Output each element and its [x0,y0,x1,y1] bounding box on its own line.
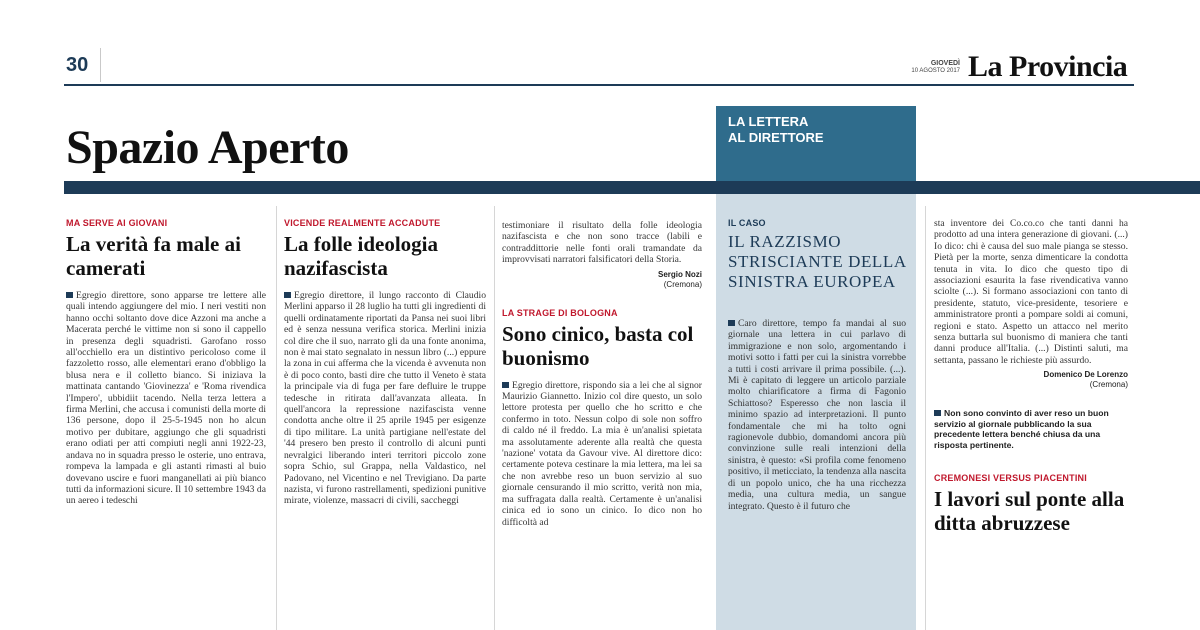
signature-name: Domenico De Lorenzo [1043,370,1128,380]
masthead-date [880,60,960,75]
signature [934,370,1128,390]
article-col1 [66,218,266,630]
headline: I lavori sul ponte alla ditta abruzzese [934,486,1125,535]
square-bullet-icon [502,382,509,388]
letter-box-title-line1: LA LETTERA [728,114,809,129]
page-number: 30 [66,54,89,76]
square-bullet-icon [284,292,291,298]
article-body [66,290,266,507]
section-title: Spazio Aperto [66,121,349,174]
header-rule [64,84,1134,86]
column-rule [494,206,495,630]
signature-city: (Cremona) [663,279,702,289]
article-col3 [502,220,702,630]
article-col5 [934,218,1128,630]
editor-reply [934,408,1128,450]
square-bullet-icon [728,320,735,326]
kicker: CREMONESI VERSUS PIACENTINI [934,472,1087,483]
column-rule [276,206,277,630]
headline: La folle ideologia nazifascista [284,232,438,280]
editor-reply-text: Non sono convinto di aver reso un buon servizio al giornale pubblicando la sua precedente lettera benché chiusa da una risposta pertinente. [934,408,1109,451]
article-text: Egregio direttore, sono apparse tre lettere alle quali intendo aggiungere del mio. I neri vestiti non hanno occhi soltanto dove dice Azzoni ma anche a Macerata perché le vittime non si sono il cappello in presenza degli squadristi. Garofano rosso all'occhiello era un distintivo pericoloso come il fazzoletto rosso, alle elementari erano d'obbligo la blusa nera e il colletto bianco. Si iniziava la mattinata cantando 'Giovinezza' e 'Roma rivendica l'Impero', ubbidiit tacendo. Nella terza lettera a firma Merlini, che accusa i comunisti della morte di 136 persone, dopo il 25-5-1945 non ho alcun motivo per dubitare, aggiungo che gli squadristi erano odiati per atti compiuti negli anni 1922-23, andava no in squadra presso le osterie, uno entrava, rompeva la lampada e gli astanti rimasti al buio dovevano uscire e fuori manganellati ai più bianco tutti da informazioni sicure. Il 10 settembre 1943 da un aereo i tedeschi [66,290,266,507]
header-divider [100,48,101,82]
article-text: Egregio direttore, rispondo sia a lei che al signor Maurizio Giannetto. Inizio col dire questo, un solo lettore protesta per quello che ho scritto e che confermo in toto. Nessun colpo di sole non soffro di caldo né il freddo. La mia è un'analisi spietata ma assolutamente aderente alla realtà che questa 'nazione' votata da Gavour vive. Al direttore dico: certamente poteva cestinare la mia lettera, ma lei sa che non avrebbe reso un buon servizio al suo giornale censurando il mio scritto, verità non mia, ma suffragata dalla realtà. Certamente è un'analisi cinica ed io sono un cinico. Io dico non ho difficoltà ad [502,379,702,528]
article-body [284,290,486,507]
letter-box-title [728,114,908,146]
headline: La verità fa male ai camerati [66,232,241,280]
headline: Sono cinico, basta col buonismo [502,321,694,370]
kicker: IL CASO [728,218,766,228]
article-text: Egregio direttore, il lungo racconto di Claudio Merlini apparso il 28 luglio ha tutti gli ingredienti di quelli ordinatamente riportati da Pansa nei suoi libri ed è senza nessuna verifica storica. Merlini inizia col dire che il suo, narrato gli da una fonte anonima, non è mai stato segnalato in nessun libro (...) eppure la zona in cui afferma che la vicenda è avvenuta non è di poco conto, basti dire che tutto il Veneto è stata la principale via di fuga per fare defluire le truppe tedesche in ritirata dall'avanzata alleata. In quell'ancora la repressione nazifascista venne condotta anche oltre il 25 aprile 1945 per esigenze di tipo militare. La unità partigiane nell'estate del '44 presero ben presto il controllo di alcuni punti nevralgici liberando interi territori piccolo zone sopra Schio, sul Grappa, nella Valdastico, nel Padovano, nel Vicentino e nel Trevigiano. Da parte nazista, vi furono rastrellamenti, spedizioni punitive mirate, violenze, massacri di civili, saccheggi [284,290,486,507]
signature-name: Sergio Nozi [657,269,702,279]
letter-box-title-line2: AL DIRETTORE [728,130,824,145]
newspaper-masthead: La Provincia [968,50,1128,83]
masthead-date-text: 10 AGOSTO 2017 [911,68,960,74]
square-bullet-icon [934,410,941,416]
article-col2 [284,218,486,630]
kicker: LA STRAGE DI BOLOGNA [502,307,618,318]
signature [502,270,702,290]
article-body [502,380,702,528]
kicker: VICENDE REALMENTE ACCADUTE [284,218,441,228]
article-body [728,318,906,512]
sidebar-headline: IL RAZZISMO STRISCIANTE DELLA SINISTRA EUROPEA [728,232,906,291]
continued-text: testimoniare il risultato della folle ideologia nazifascista e che non sono tracce (labili e contraddittorie nelle fonti orali tramandate da improvvisati narratori falsificatori della Storia. [502,220,702,266]
kicker: MA SERVE AI GIOVANI [66,218,168,228]
column-rule [925,206,926,630]
section-bar [64,181,1200,194]
signature-city: (Cremona) [1089,380,1128,390]
continued-text: sta inventore dei Co.co.co che tanti danni ha prodotto ad una intera generazione di giovani. (...) Io dico: chi è causa del suo male pianga se stesso. Pietà per la morte, senza dimenticare la condotta tenuta in vita. Io dico che questo tipo di associazioni esaurita la fase rivendicativa vanno sciolte (...). Si formano associazioni con tanto di presidente, statuto, vice-presidente, tesoriere e amministratore pronti a pompare soldi ai comuni, regioni e stato. Aspetto un attacco nel merito senza buttarla sul buonismo di maniera che tanti danni produce all'Italia. (...) Distinti saluti, ma settanta, passano le richieste più assurdo. [934,218,1128,366]
masthead-weekday: GIOVEDÌ [930,60,960,67]
sidebar-article [728,218,906,630]
article-text: Caro direttore, tempo fa mandai al suo giornale una lettera in cui parlavo di immigrazione e non solo, argomentando i motivi sotto i fatti per cui la sinistra vorrebbe a tutti i costi arrivare il prima possibile. (...). Mi è capitato di leggere un articolo parziale molto chiarificatore a firma di Fagonio Schiattoso? Esperesso che non lascia il minimo spazio ad interpretazioni. Il punto fondamentale che mi ha tolto ogni ragionevole dubbio, domandomi ancora più convinzione sulle reali intenzioni della sinistra, è questo: «Si profila come fenomeno positivo, il meticciato, la tendenza alla nascita di un popolo unico, che ha una ricchezza media, una cultura media, un sangue integrato. Questo è il futuro che [728,318,906,512]
square-bullet-icon [66,292,73,298]
